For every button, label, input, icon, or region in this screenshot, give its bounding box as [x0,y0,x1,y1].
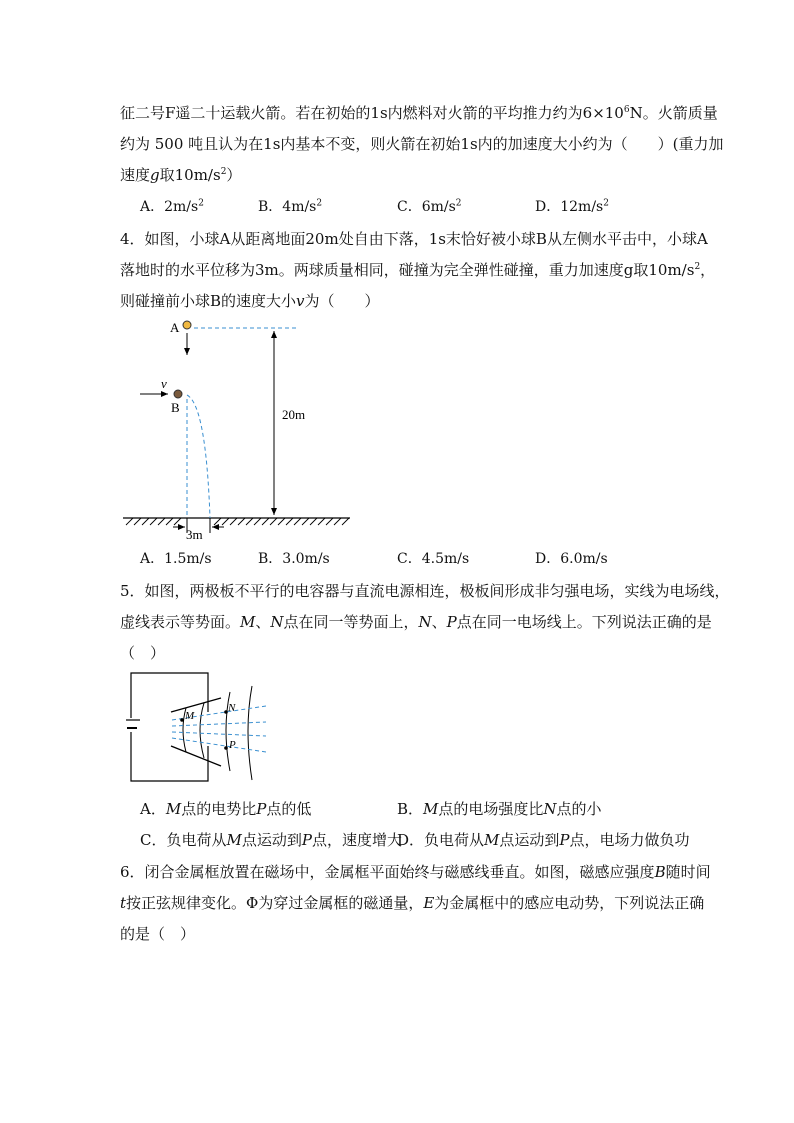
q5-line-1: 5．如图，两极板不平行的电容器与直流电源相连，极板间形成非匀强电场，实线为电场线， [120,582,730,600]
label-n: N [228,702,236,714]
q4-option-b[interactable]: B．3.0m/s [258,551,330,567]
q6-line-3: 的是（ ） [120,925,196,943]
label-width: 3m [186,527,203,542]
q5-option-b[interactable]: B．M点的电场强度比N点的小 [397,800,602,818]
q4-line-2: 落地时的水平位移为3m。两球质量相同，碰撞为完全弹性碰撞，重力加速度g取$10m/s^2$， [120,261,716,279]
q4-option-c[interactable]: C．4.5m/s [397,551,470,567]
q5-option-a[interactable]: A．M点的电势比P点的低 [140,800,312,818]
lower-plate [171,746,221,766]
label-p: P [229,739,236,751]
q3-option-c[interactable]: C．$6m/s^2$ [397,198,462,215]
q4-option-d[interactable]: D．6.0m/s [535,551,608,567]
label-b: B [171,400,180,415]
field-line-4 [248,686,252,780]
q3-option-a[interactable]: A．$2m/s^2$ [140,198,204,215]
ball-b [174,390,182,398]
q3-line-3: 速度g取$10m/s^2$） [120,166,242,184]
label-height: 20m [282,407,306,422]
point-p [224,746,228,750]
label-a: A [170,320,180,335]
trajectory-curve [187,395,210,518]
q5-option-c[interactable]: C．负电荷从M点运动到P点，速度增大 [140,831,402,849]
q3-line-1: 征二号F遥二十运载火箭。若在初始的1s内燃料对火箭的平均推力约为$6\times 10^6N$。火箭质量 [120,104,718,122]
q3-line-2: 约为 500 吨且认为在1s内基本不变，则火箭在初始1s内的加速度大小约为（ ）(重力加 [120,135,724,153]
q4-figure [118,315,358,545]
upper-plate [171,698,221,712]
q6-line-1: 6．闭合金属框放置在磁场中，金属框平面始终与磁感线垂直。如图，磁感应强度B随时间 [120,863,711,881]
q3-option-d[interactable]: D．$12m/s^2$ [535,198,609,215]
q5-line-3: （ ） [120,644,166,662]
label-m: M [185,710,195,722]
q5-option-d[interactable]: D．负电荷从M点运动到P点，电场力做负功 [397,831,690,849]
circuit-wire [131,673,208,781]
ground-hatching [126,518,349,525]
q4-line-1: 4．如图，小球A从距离地面20m处自由下落，1s末恰好被小球B从左侧水平击中，小球A [120,230,708,248]
q5-figure [126,668,271,788]
q5-line-2: 虚线表示等势面。M、N点在同一等势面上，N、P点在同一电场线上。下列说法正确的是 [120,613,712,631]
q4-option-a[interactable]: A．1.5m/s [140,551,212,567]
field-line-2 [200,703,204,758]
q6-line-2: t按正弦规律变化。Φ为穿过金属框的磁通量，E为金属框中的感应电动势，下列说法正确 [120,894,705,912]
q4-line-3: 则碰撞前小球B的速度大小v为（ ） [120,292,380,310]
point-m [180,718,184,722]
q3-option-b[interactable]: B．$4m/s^2$ [258,198,323,215]
ball-a [183,321,191,329]
label-v: v [161,376,167,391]
